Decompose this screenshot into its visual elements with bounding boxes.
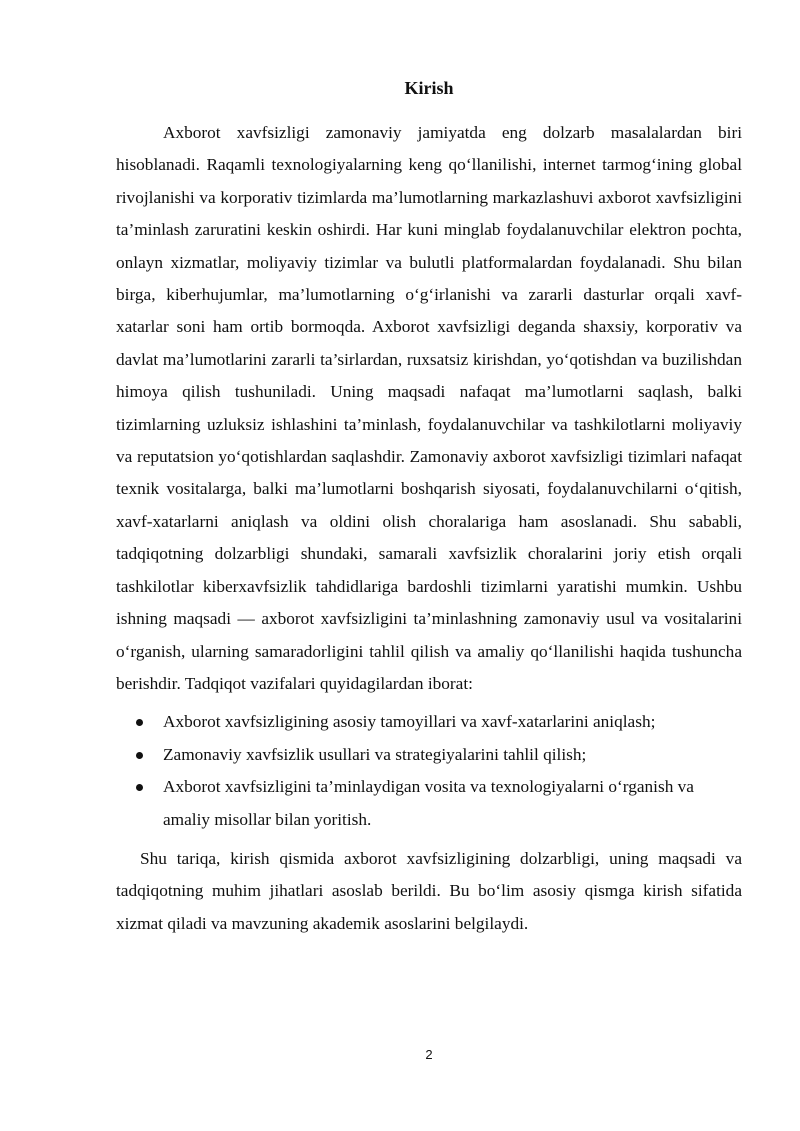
closing-paragraph: Shu tariqa, kirish qismida axborot xavfsizligining dolzarbligi, uning maqsadi va tadqiqotning muhim jihatlari asoslab berildi. Bu bo‘lim asosiy qismga kirish sifatida xizmat qiladi va mavzuning akademik asoslarini belgilaydi. (116, 848, 742, 933)
list-item (116, 771, 742, 836)
intro-paragraph: Axborot xavfsizligi zamonaviy jamiyatda eng dolzarb masalalardan biri hisoblanadi. Raqamli texnologiyalarning keng qo‘llanilishi, internet tarmog‘ining global rivojlanishi va korporativ tizimlarda ma’lumotlarning markazlashuvi axborot xavfsizligini ta’minlash zaruratini keskin oshirdi. Har kuni minglab foydalanuvchilar elektron pochta, onlayn xizmatlar, moliyaviy tizimlar va bulutli platformalardan foydalanadi. Shu bilan birga, kiberhujumlar, ma’lumotlarning o‘g‘irlanishi va zararli dasturlar orqali xavf-xatarlar soni ham ortib bormoqda. Axborot xavfsizligi deganda shaxsiy, korporativ va davlat ma’lumotlarini zararli ta’sirlardan, ruxsatsiz kirishdan, yo‘qotishdan va buzilishdan himoya qilish tushuniladi. Uning maqsadi nafaqat ma’lumotlarni saqlash, balki tizimlarning uzluksiz ishlashini ta’minlash, foydalanuvchilar va tashkilotlarni moliyaviy va reputatsion yo‘qotishlardan saqlashdir. Zamonaviy axborot xavfsizligi tizimlari nafaqat texnik vositalarga, balki ma’lumotlarni boshqarish siyosati, foydalanuvchilarni o‘qitish, xavf-xatarlarni aniqlash va oldini olish choralariga ham asoslanadi. Shu sababli, tadqiqotning dolzarbligi shundaki, samarali xavfsizlik choralarini joriy etish orqali tashkilotlar kiberxavfsizlik tahdidlariga bardoshli tizimlarni yaratishi mumkin. Ushbu ishning maqsadi — axborot xavfsizligini ta’minlashning zamonaviy usul va vositalarini o‘rganish, ularning samaradorligini tahlil qilish va amaliy qo‘llanilishi haqida tushuncha berishdir. Tadqiqot vazifalari quyidagilardan iborat: (116, 123, 742, 693)
section-title: Kirish (404, 78, 454, 98)
list-item-text: Axborot xavfsizligini ta’minlaydigan vosita va texnologiyalarni o‘rganish va amaliy misollar bilan yoritish. (163, 777, 694, 829)
document-body (116, 117, 742, 940)
bullet-icon (136, 752, 143, 759)
task-list (116, 706, 742, 836)
bullet-icon (136, 784, 143, 791)
list-item (116, 706, 742, 738)
bullet-icon (136, 719, 143, 726)
page-number: 2 (425, 1047, 433, 1062)
list-item-text: Axborot xavfsizligining asosiy tamoyillari va xavf-xatarlarini aniqlash; (163, 712, 656, 732)
list-item (116, 739, 742, 771)
list-item-text: Zamonaviy xavfsizlik usullari va strategiyalarini tahlil qilish; (163, 744, 587, 764)
